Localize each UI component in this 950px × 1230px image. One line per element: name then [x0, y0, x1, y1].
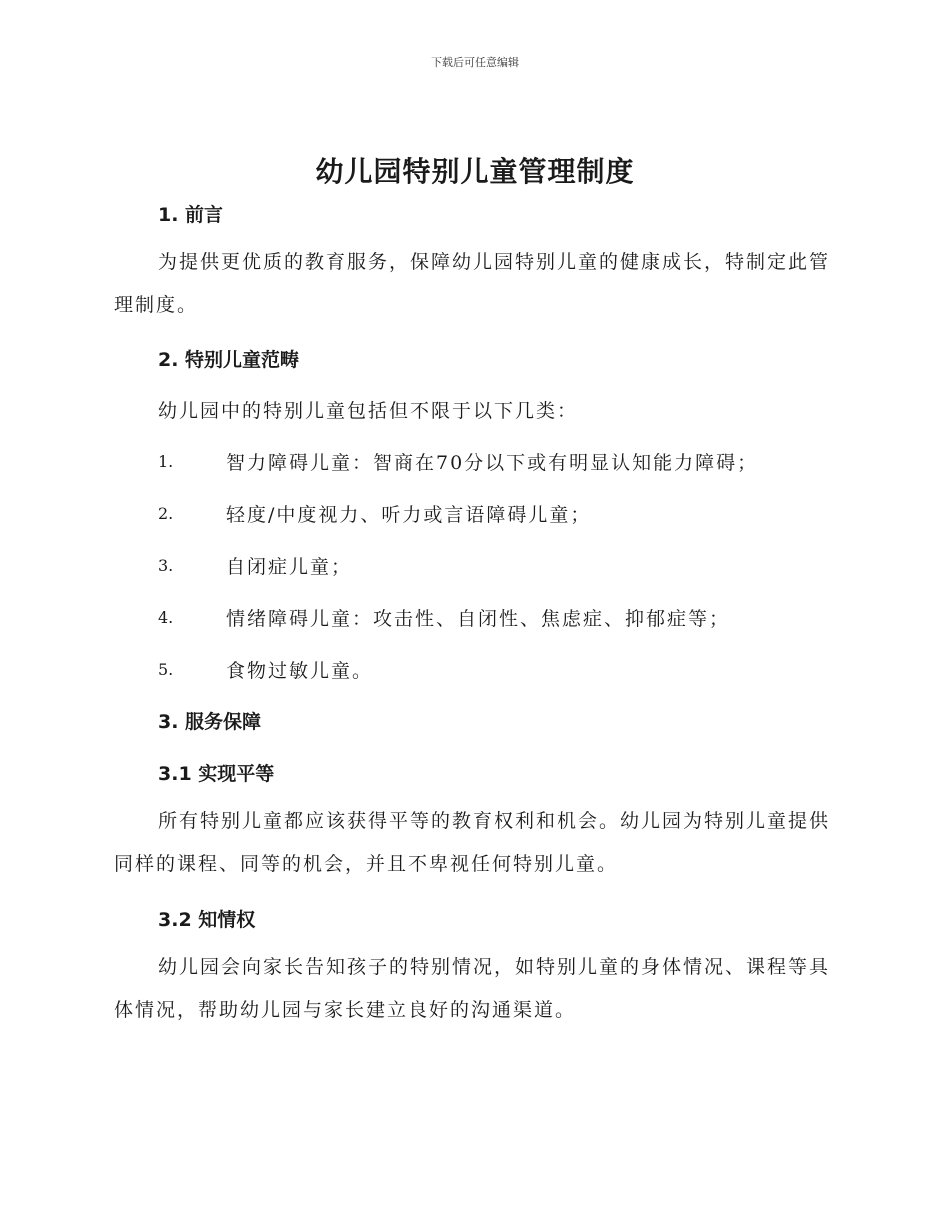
list-item-number: 3. [158, 556, 174, 575]
section-heading-services: 3. 服务保障 [158, 711, 262, 733]
list-item-number: 4. [158, 608, 174, 627]
subsection-heading-right-to-know: 3.2 知情权 [158, 909, 256, 931]
scope-intro: 幼儿园中的特别儿童包括但不限于以下几类： [158, 400, 579, 422]
list-item-text: 自闭症儿童； [226, 556, 353, 578]
list-item-number: 2. [158, 504, 174, 523]
list-item-text: 食物过敏儿童。 [226, 660, 374, 682]
section-heading-scope: 2. 特别儿童范畴 [158, 349, 300, 371]
right-to-know-paragraph: 幼儿园会向家长告知孩子的特别情况，如特别儿童的身体情况、课程等具体情况，帮助幼儿园与家长建立良好的沟通渠道。 [114, 956, 831, 1021]
list-item-number: 5. [158, 660, 174, 679]
list-item-text: 情绪障碍儿童：攻击性、自闭性、焦虑症、抑郁症等； [226, 608, 731, 630]
document-title: 幼儿园特别儿童管理制度 [315, 155, 635, 188]
subsection-heading-equality: 3.1 实现平等 [158, 763, 275, 785]
section-heading-preface: 1. 前言 [158, 204, 224, 226]
list-item-text: 轻度/中度视力、听力或言语障碍儿童； [226, 504, 592, 526]
header-note: 下载后可任意编辑 [431, 56, 519, 69]
equality-paragraph: 所有特别儿童都应该获得平等的教育权利和机会。幼儿园为特别儿童提供同样的课程、同等的机会，并且不卑视任何特别儿童。 [114, 810, 831, 875]
list-item-number: 1. [158, 452, 174, 471]
list-item-text: 智力障碍儿童：智商在70分以下或有明显认知能力障碍； [226, 452, 759, 474]
preface-paragraph: 为提供更优质的教育服务，保障幼儿园特别儿童的健康成长，特制定此管理制度。 [114, 251, 831, 316]
